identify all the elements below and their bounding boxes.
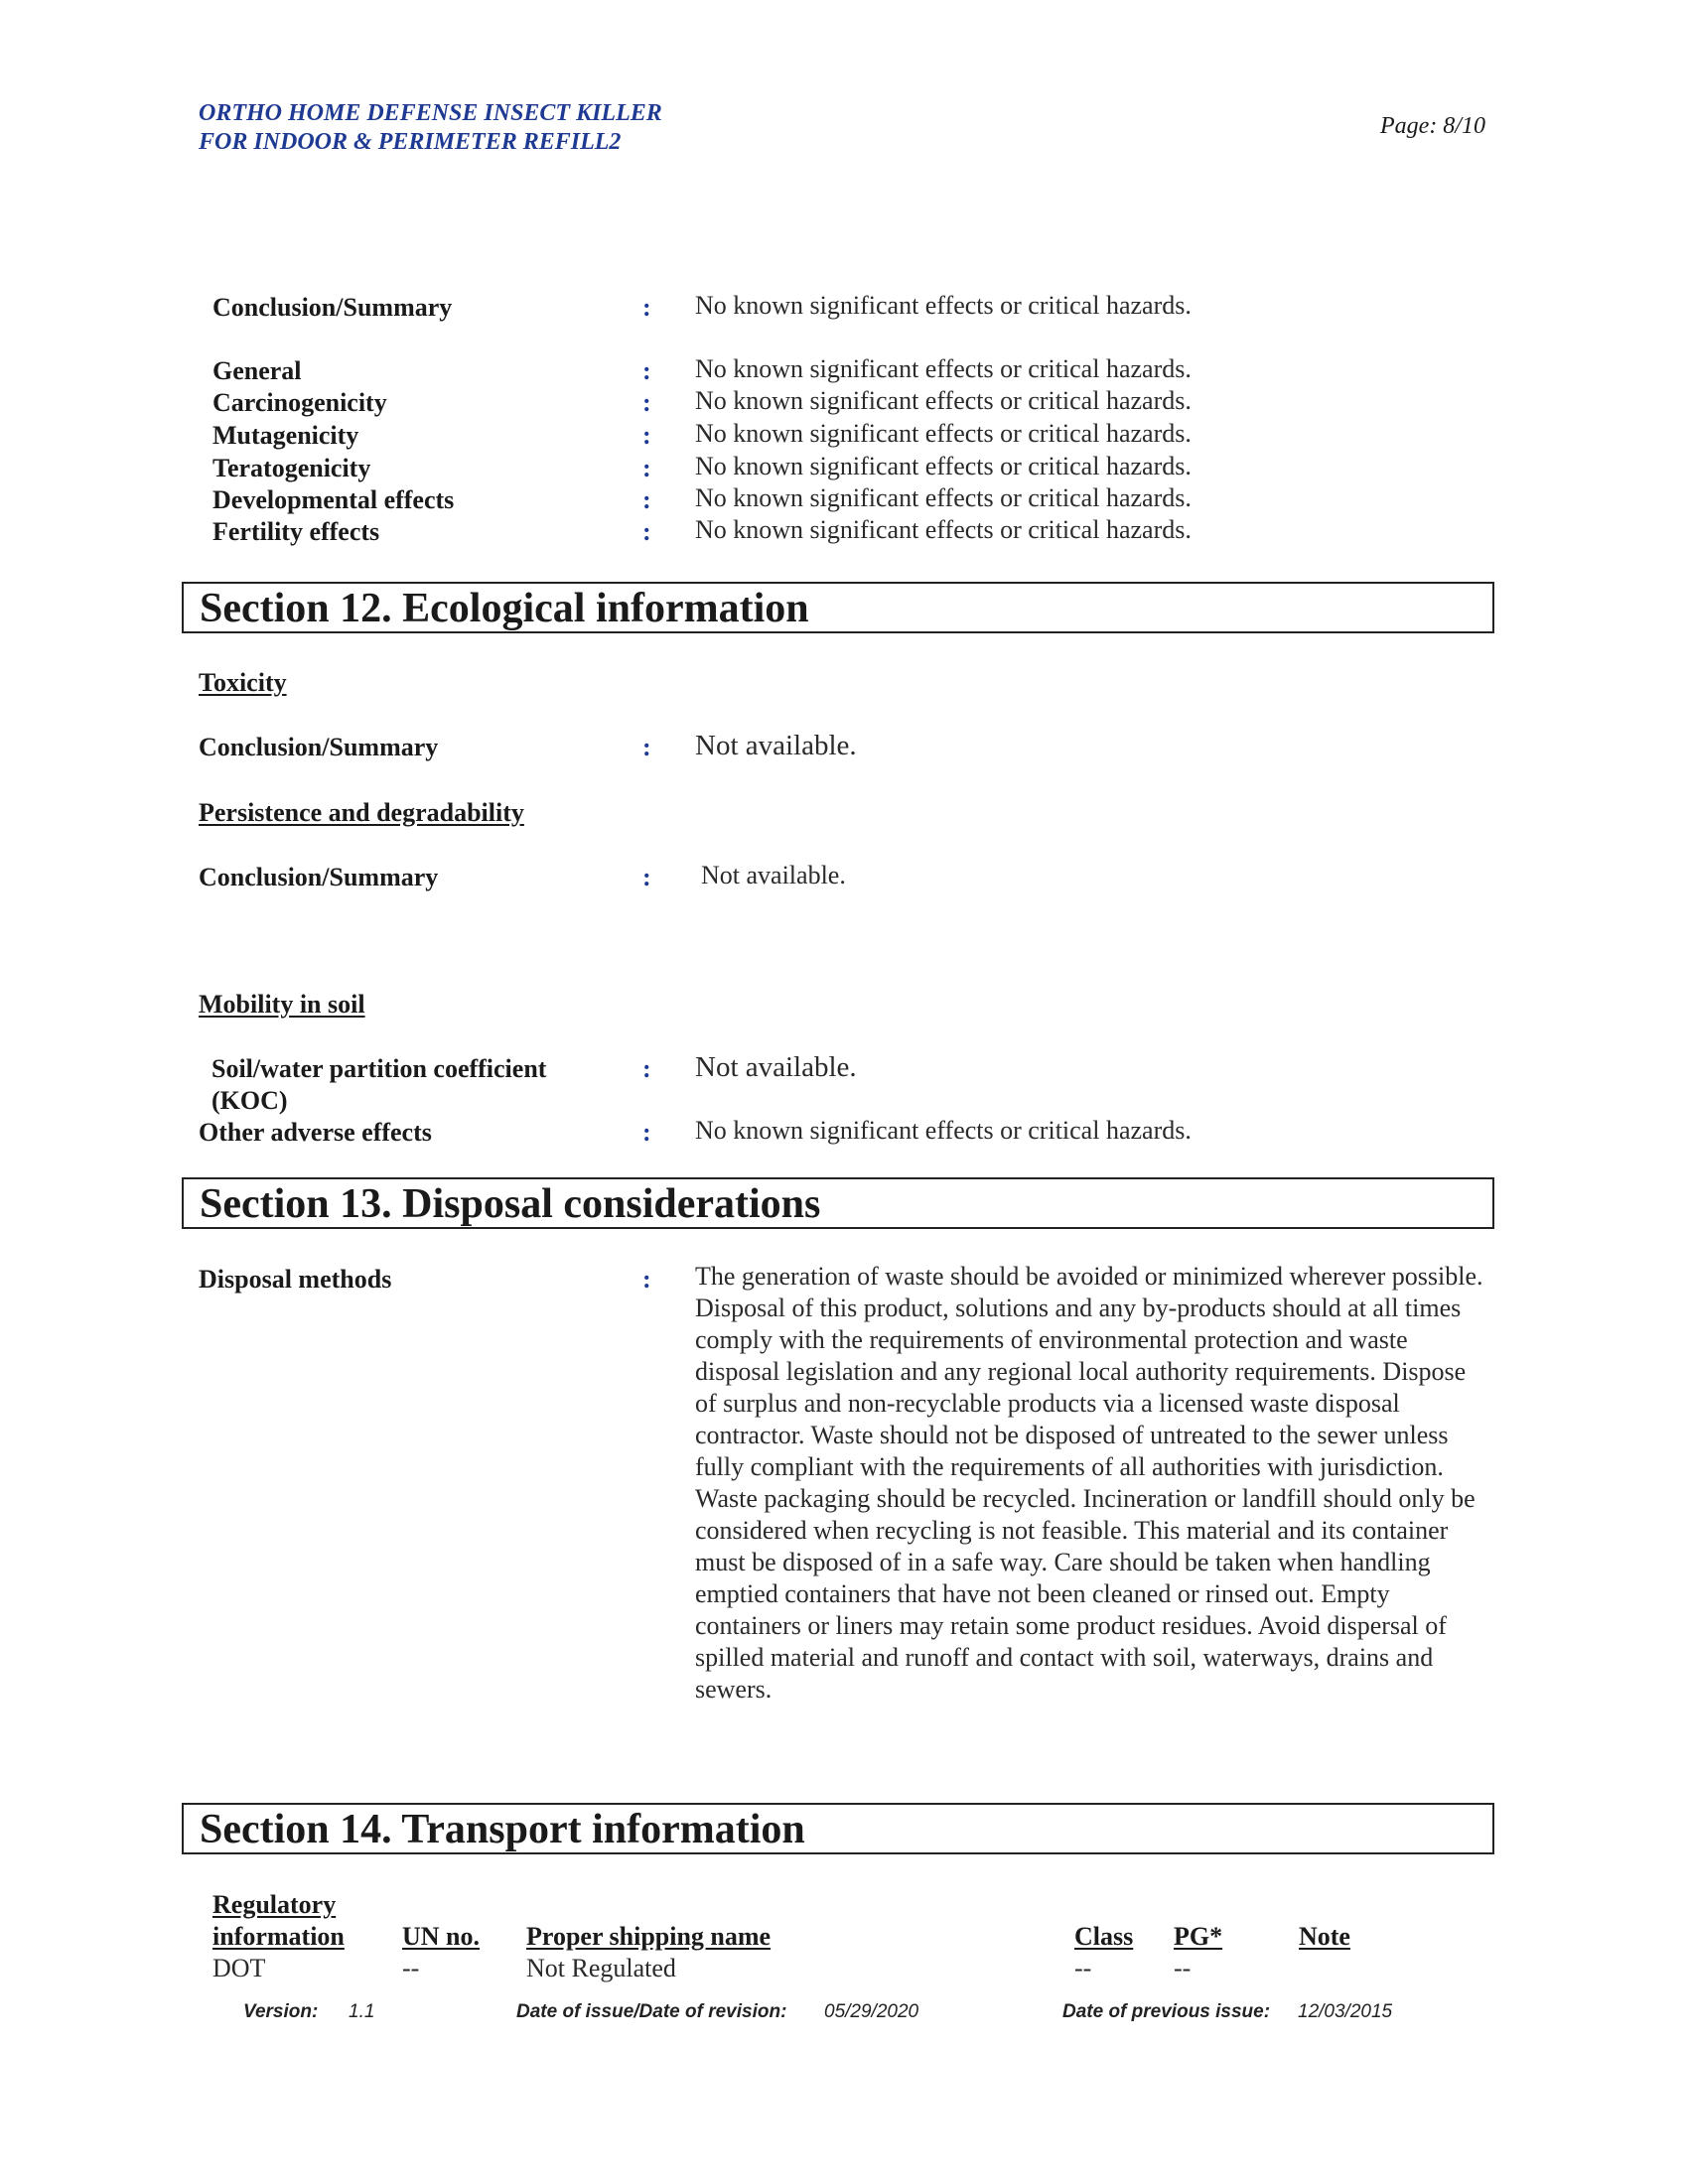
table-row-pg: --: [1174, 1954, 1192, 1982]
colon: :: [642, 733, 651, 761]
koc-label-line2: (KOC): [211, 1086, 288, 1115]
disposal-methods-text: The generation of waste should be avoided or minimized wherever possible. Disposal of this product, solutions and any by-products should at all times comply with the requirements of environmental protection and waste disposal legislation and any regional local authority requirements. Dispose of surplus and non-recyclable products via a licensed waste disposal contractor. Waste should not be disposed of untreated to the sewer unless fully compliant with the requirements of all authorities with jurisdiction. Waste packaging should be recycled. Incineration or landfill should only be considered when recycling is not feasible. This material and its container must be disposed of in a safe way. Care should be taken when handling emptied containers that have not been cleaned or rinsed out. Empty containers or liners may retain some product residues. Avoid dispersal of spilled material and runoff and contact with soil, waterways, drains and sewers.: [695, 1262, 1483, 1704]
koc-label-line1: Soil/water partition coefficient: [211, 1054, 547, 1083]
tox-row-value: No known significant effects or critical hazards.: [695, 515, 1192, 544]
tox-row-label: Fertility effects: [212, 517, 380, 546]
tox-row-value: No known significant effects or critical hazards.: [695, 386, 1192, 415]
note-header: Note: [1299, 1922, 1350, 1951]
colon: :: [642, 1265, 651, 1294]
section-12-title: Section 12. Ecological information: [200, 586, 809, 631]
section-14-title: Section 14. Transport information: [200, 1807, 805, 1852]
shipping-name-header: Proper shipping name: [526, 1922, 772, 1951]
tox-row-label: Developmental effects: [212, 485, 455, 514]
page-number: Page: 8/10: [1380, 113, 1485, 139]
colon: :: [642, 356, 651, 385]
table-row-class: --: [1074, 1954, 1092, 1982]
colon: :: [642, 421, 651, 450]
mobility-subheading: Mobility in soil: [199, 990, 365, 1019]
tox-row-label: Teratogenicity: [212, 454, 371, 482]
toxicity-subheading: Toxicity: [199, 668, 287, 697]
eco-toxicity-conclusion-value: Not available.: [695, 730, 857, 761]
table-row-un-no: --: [402, 1954, 420, 1982]
colon: :: [642, 454, 651, 482]
koc-value: Not available.: [695, 1051, 857, 1083]
colon: :: [642, 388, 651, 417]
disposal-methods-label: Disposal methods: [199, 1265, 392, 1294]
class-header: Class: [1074, 1922, 1134, 1951]
issue-date-value: 05/29/2020: [824, 2001, 919, 2022]
version-value: 1.1: [349, 2001, 375, 2022]
colon: :: [642, 485, 651, 514]
un-no-header: UN no.: [402, 1922, 481, 1951]
product-name-line2: FOR INDOOR & PERIMETER REFILL2: [199, 129, 622, 155]
persistence-conclusion-value: Not available.: [701, 861, 846, 889]
other-adverse-value: No known significant effects or critical hazards.: [695, 1116, 1192, 1145]
tox-row-value: No known significant effects or critical hazards.: [695, 483, 1192, 512]
tox-row-label: Mutagenicity: [212, 421, 359, 450]
tox-row-value: No known significant effects or critical hazards.: [695, 452, 1192, 480]
regulatory-header-line1: Regulatory: [212, 1890, 337, 1919]
previous-issue-label: Date of previous issue:: [1062, 2001, 1271, 2022]
colon: :: [642, 517, 651, 546]
regulatory-header-line2: information: [212, 1922, 345, 1951]
section-13-header: [182, 1177, 1494, 1229]
table-row-regulatory: DOT: [212, 1954, 266, 1982]
tox-row-value: No known significant effects or critical hazards.: [695, 419, 1192, 448]
tox-row-label: Carcinogenicity: [212, 388, 387, 417]
other-adverse-label: Other adverse effects: [199, 1118, 432, 1147]
previous-issue-value: 12/03/2015: [1298, 2001, 1393, 2022]
persistence-conclusion-label: Conclusion/Summary: [199, 863, 439, 891]
colon: :: [642, 863, 651, 891]
tox-row-label: General: [212, 356, 302, 385]
section-13-title: Section 13. Disposal considerations: [200, 1181, 821, 1227]
tox-row-value: No known significant effects or critical hazards.: [695, 354, 1192, 383]
colon: :: [642, 293, 651, 322]
version-label: Version:: [243, 2001, 319, 2022]
tox-conclusion-value: No known significant effects or critical hazards.: [695, 291, 1192, 320]
issue-date-label: Date of issue/Date of revision:: [516, 2001, 787, 2022]
product-name-line1: ORTHO HOME DEFENSE INSECT KILLER: [199, 100, 662, 126]
colon: :: [642, 1054, 651, 1083]
eco-toxicity-conclusion-label: Conclusion/Summary: [199, 733, 439, 761]
section-12-header: [182, 582, 1494, 633]
pg-header: PG*: [1174, 1922, 1223, 1951]
tox-conclusion-label: Conclusion/Summary: [212, 293, 453, 322]
section-14-header: [182, 1803, 1494, 1854]
table-row-shipping-name: Not Regulated: [526, 1954, 676, 1982]
colon: :: [642, 1118, 651, 1147]
persistence-subheading: Persistence and degradability: [199, 798, 524, 827]
